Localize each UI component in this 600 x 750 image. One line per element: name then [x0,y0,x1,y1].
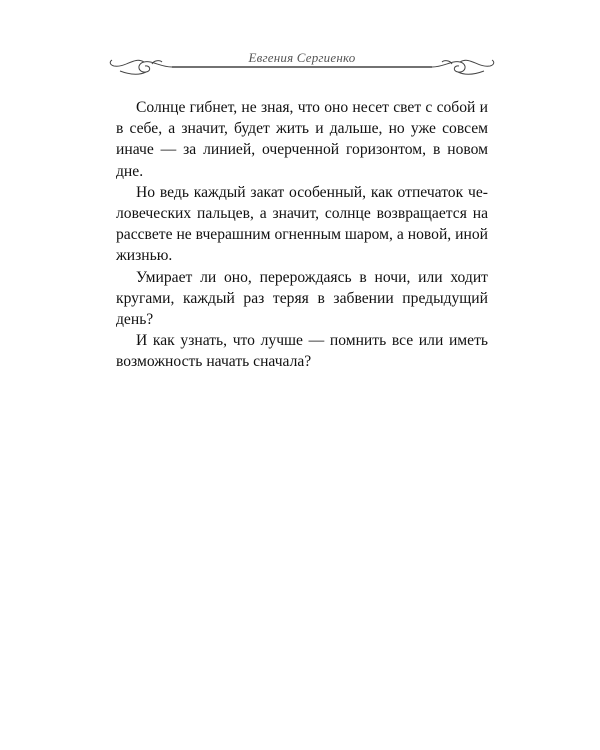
paragraph: Умирает ли оно, перерождаясь в ночи, или ходит кругами, каждый раз теряя в забвении предыдущий день? [116,268,488,329]
page-header [108,46,496,82]
paragraph: И как узнать, что лучше — помнить все или иметь возможность начать сначала? [116,332,488,371]
paragraph: Но ведь каждый закат особенный, как отпечаток человеческих пальцев, а значит, солнце возвращается на рассвете не вчерашним огненным шаром, а новой, иной жизнью. [116,183,488,265]
paragraph: Солнце гибнет, не зная, что оно несет свет с собой и в себе, а значит, будет жить и дальше, но уже совсем иначе — за линией, очерченной горизонтом, в новом дне. [116,99,488,180]
body-text [116,97,488,373]
running-head: Евгения Сергиенко [248,50,356,65]
